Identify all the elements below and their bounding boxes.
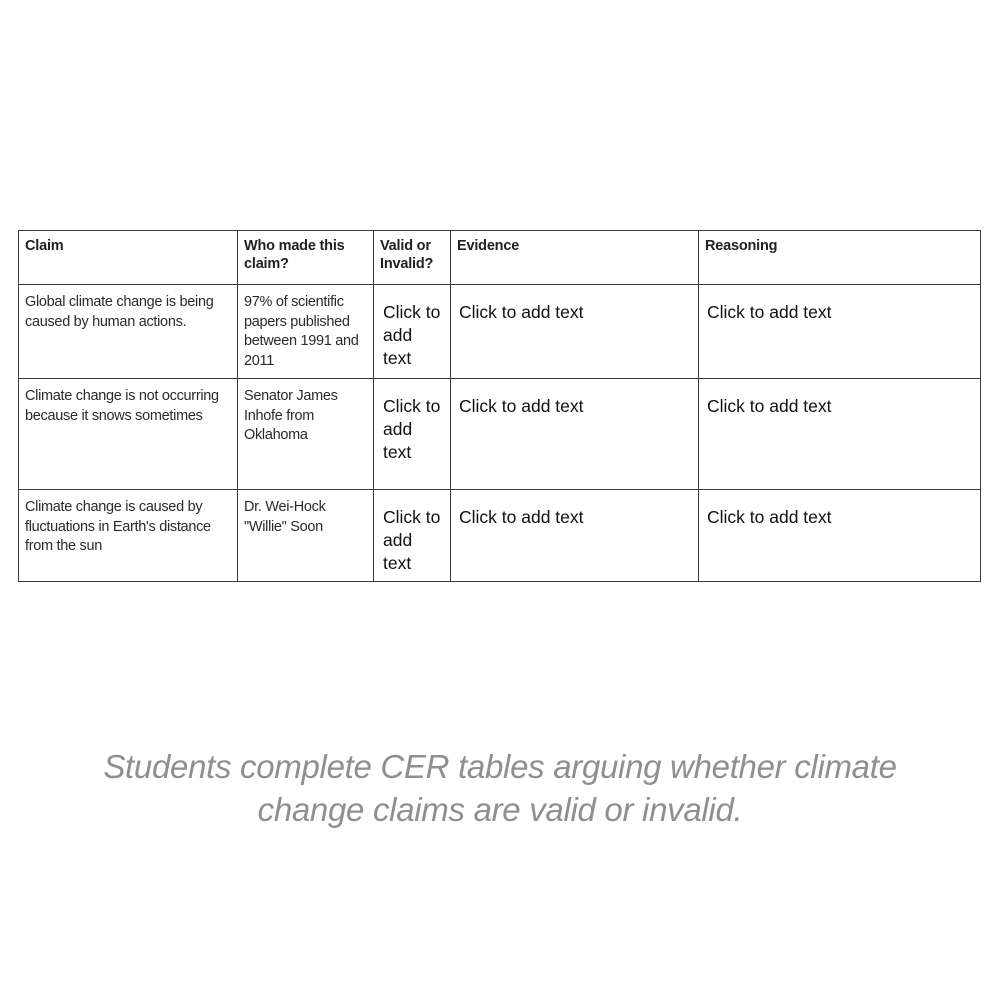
header-claim: Claim — [19, 231, 238, 285]
caption-line-1: Students complete CER tables arguing whether climate — [103, 748, 897, 785]
reasoning-text-placeholder[interactable]: Click to add text — [699, 490, 981, 582]
valid-text-placeholder[interactable]: Click to add text — [374, 285, 451, 379]
valid-text-placeholder[interactable]: Click to add text — [374, 379, 451, 490]
table-header-row — [19, 231, 981, 285]
claim-cell: Climate change is caused by fluctuations in Earth's distance from the sun — [19, 490, 238, 582]
header-valid-or-invalid: Valid or Invalid? — [374, 231, 451, 285]
who-cell: 97% of scientific papers published between 1991 and 2011 — [238, 285, 374, 379]
evidence-text-placeholder[interactable]: Click to add text — [451, 490, 699, 582]
evidence-text-placeholder[interactable]: Click to add text — [451, 379, 699, 490]
header-reasoning: Reasoning — [699, 231, 981, 285]
claim-cell: Climate change is not occurring because it snows sometimes — [19, 379, 238, 490]
header-who-made-claim: Who made this claim? — [238, 231, 374, 285]
reasoning-text-placeholder[interactable]: Click to add text — [699, 285, 981, 379]
header-evidence: Evidence — [451, 231, 699, 285]
who-cell: Senator James Inhofe from Oklahoma — [238, 379, 374, 490]
reasoning-text-placeholder[interactable]: Click to add text — [699, 379, 981, 490]
who-cell: Dr. Wei-Hock "Willie" Soon — [238, 490, 374, 582]
table-row — [19, 379, 981, 490]
caption-line-2: change claims are valid or invalid. — [257, 791, 743, 828]
table-row — [19, 285, 981, 379]
valid-text-placeholder[interactable]: Click to add text — [374, 490, 451, 582]
caption — [60, 745, 940, 831]
cer-table — [18, 230, 981, 582]
table-row — [19, 490, 981, 582]
claim-cell: Global climate change is being caused by human actions. — [19, 285, 238, 379]
evidence-text-placeholder[interactable]: Click to add text — [451, 285, 699, 379]
